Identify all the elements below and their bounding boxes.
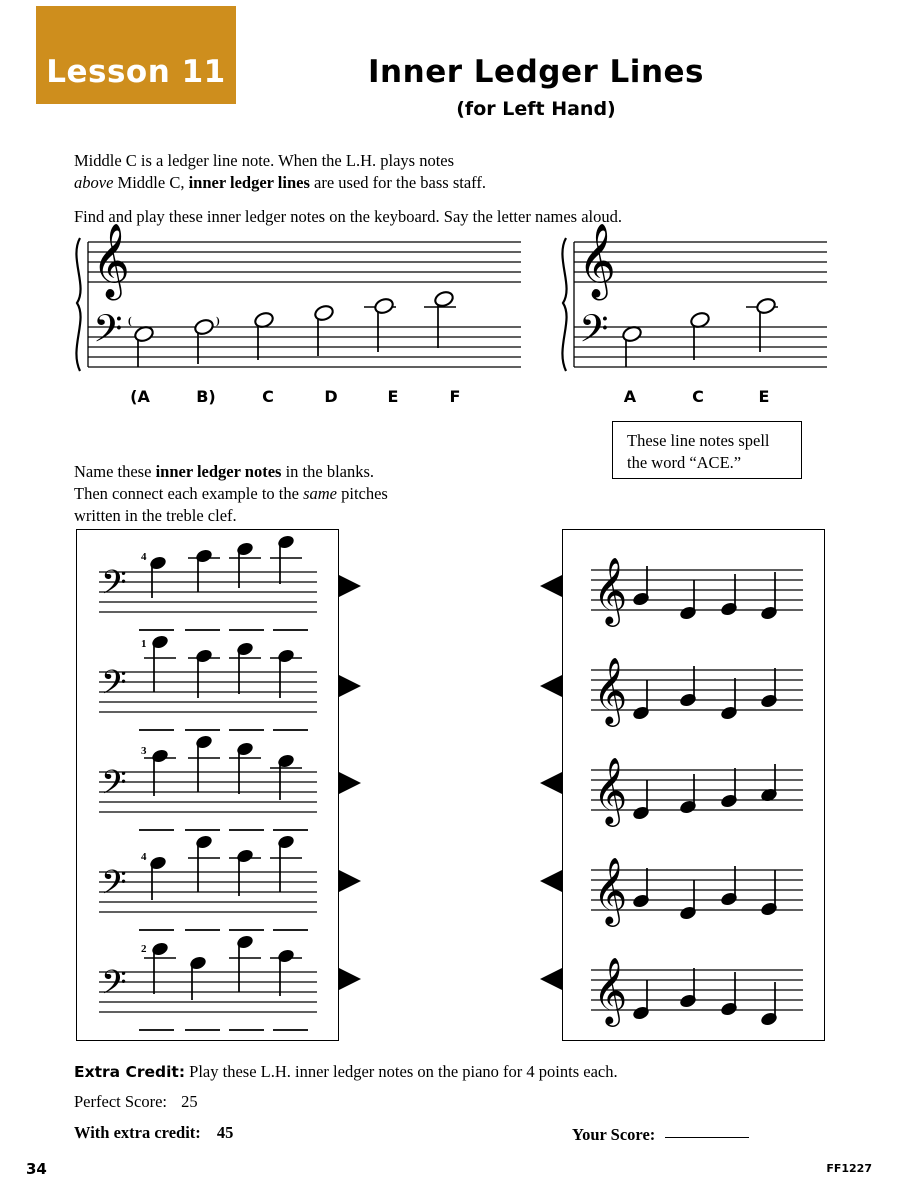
bass-clef-exercise-box (76, 529, 339, 1041)
lesson-banner (36, 6, 236, 104)
intro-text-line-1 (74, 150, 534, 172)
bass-exercise-row-2[interactable] (99, 634, 317, 730)
demo-grand-staff-right-notation (552, 224, 832, 377)
answer-note (759, 572, 778, 621)
match-arrow-left-5 (540, 968, 562, 990)
treble-clef-icon: 𝄞 (593, 756, 628, 824)
answer-note (759, 668, 778, 709)
exercise-note (188, 648, 220, 698)
treble-answer-notation (563, 530, 824, 1040)
staff-brace (562, 238, 566, 371)
treble-clef-icon: 𝄞 (593, 556, 628, 624)
demo-grand-staff-left-notation (66, 224, 526, 377)
name-line2-part2: pitches (336, 484, 388, 503)
demo-right-note-e (746, 297, 778, 352)
name-notes-instruction-line-3: written in the treble clef. (74, 506, 237, 525)
match-arrow-right-3 (339, 772, 361, 794)
bass-exercise-row-4[interactable] (99, 834, 317, 930)
exercise-note (229, 641, 261, 694)
exercise-note (229, 741, 261, 794)
bass-exercise-notation (77, 530, 338, 1040)
treble-answer-row-4[interactable] (591, 856, 803, 927)
name-notes-instruction-line-2 (74, 483, 474, 505)
bass-exercise-row-5[interactable] (99, 934, 317, 1030)
demo-note-c (253, 311, 274, 360)
exercise-note (188, 834, 220, 892)
exercise-note (188, 955, 207, 1000)
demo-grand-staff-right (552, 224, 832, 377)
exercise-note (270, 753, 302, 800)
your-score-label: Your Score: (572, 1125, 656, 1144)
demo-note-f (424, 290, 456, 348)
demo-left-label-3: D (324, 387, 338, 406)
with-extra-credit-row (74, 1123, 233, 1143)
demo-right-label-0: A (623, 387, 637, 406)
demo-right-label-2: E (758, 387, 770, 406)
exercise-note (144, 634, 176, 692)
match-arrow-right-4 (339, 870, 361, 892)
name-line1-part1: Name these (74, 462, 156, 481)
answer-note (759, 870, 778, 917)
extra-credit-label: Extra Credit: (74, 1063, 186, 1081)
demo-right-note-c (689, 311, 710, 360)
answer-note (719, 866, 738, 907)
inner-ledger-notes-term: inner ledger notes (155, 462, 282, 481)
exercise-note (229, 541, 261, 588)
exercise-note (144, 941, 176, 994)
demo-right-label-1: C (692, 387, 704, 406)
intro-above-word: above (74, 173, 114, 192)
fingering-number: 4 (141, 551, 147, 563)
demo-left-label-0: (A (130, 387, 150, 406)
demo-left-label-5: F (449, 387, 461, 406)
exercise-note (229, 934, 261, 992)
treble-clef-icon: 𝄞 (593, 656, 628, 724)
staff-brace (76, 238, 80, 371)
bass-clef-icon: 𝄢 (101, 564, 127, 610)
demo-note-e (364, 297, 396, 352)
perfect-score-value: 25 (181, 1092, 198, 1111)
bass-clef-icon: 𝄢 (101, 864, 127, 910)
answer-note (631, 566, 650, 607)
treble-clef-icon: 𝄞 (593, 856, 628, 924)
match-arrow-left-2 (540, 675, 562, 697)
treble-answer-row-1[interactable] (591, 556, 803, 627)
intro-line1-text: Middle C is a ledger line note. When the L.H. plays notes (74, 151, 455, 170)
answer-note (631, 680, 650, 721)
your-score-row (572, 1123, 749, 1145)
intro-line2-part2: are used for the bass staff. (309, 173, 486, 192)
answer-note (678, 968, 697, 1009)
exercise-note (270, 834, 302, 892)
exercise-note (270, 534, 302, 584)
answer-note (631, 980, 650, 1021)
match-arrow-left-4 (540, 870, 562, 892)
answer-note (719, 972, 738, 1017)
ace-callout-line-2: the word “ACE.” (627, 453, 742, 472)
match-arrow-left-1 (540, 575, 562, 597)
demo-right-note-a (621, 325, 642, 367)
fingering-number: 1 (141, 638, 147, 650)
answer-note (759, 982, 778, 1027)
treble-clef-icon: 𝄞 (578, 224, 616, 298)
exercise-note (270, 648, 302, 698)
exercise-note (188, 548, 220, 592)
treble-clef-icon: 𝄞 (92, 224, 130, 298)
catalog-code: FF1227 (826, 1162, 872, 1175)
demo-left-label-2: C (262, 387, 274, 406)
page-subtitle: (for Left Hand) (456, 98, 616, 120)
with-extra-credit-label: With extra credit: (74, 1123, 201, 1142)
match-arrow-right-5 (339, 968, 361, 990)
extra-credit-row (74, 1062, 618, 1082)
answer-note (678, 580, 697, 621)
fingering-number: 3 (141, 745, 147, 757)
bass-clef-icon: 𝄢 (101, 664, 127, 710)
answer-note (631, 780, 650, 821)
answer-note (719, 768, 738, 809)
bass-clef-icon: 𝄢 (579, 306, 609, 360)
demo-grand-staff-left (66, 224, 526, 377)
bass-clef-icon: 𝄢 (101, 964, 127, 1010)
answer-note (678, 666, 697, 708)
fingering-number: 2 (141, 943, 147, 955)
match-arrow-left-3 (540, 772, 562, 794)
treble-answer-row-2[interactable] (591, 656, 803, 727)
ace-callout-text (627, 430, 770, 474)
name-notes-instruction-line-1 (74, 461, 474, 483)
intro-line2-part1: Middle C, (113, 173, 189, 192)
demo-left-label-1: B) (196, 387, 216, 406)
name-line1-part2: in the blanks. (281, 462, 375, 481)
treble-clef-icon: 𝄞 (593, 956, 628, 1024)
match-arrow-right-2 (339, 675, 361, 697)
treble-answer-row-3[interactable] (591, 756, 803, 827)
bass-exercise-row-3[interactable] (99, 734, 317, 830)
perfect-score-label: Perfect Score: (74, 1092, 167, 1111)
page-number: 34 (26, 1160, 47, 1178)
bass-clef-icon: 𝄢 (101, 764, 127, 810)
find-and-play-instruction: Find and play these inner ledger notes on the keyboard. Say the letter names aloud. (74, 207, 623, 226)
lesson-number-label: Lesson 11 (46, 54, 226, 90)
demo-note-d (313, 304, 334, 356)
match-arrow-right-1 (339, 575, 361, 597)
bass-exercise-row-1[interactable] (99, 534, 317, 630)
your-score-input-blank[interactable] (665, 1123, 749, 1138)
intro-text-line-2 (74, 172, 544, 194)
fingering-number: 4 (141, 851, 147, 863)
same-word: same (303, 484, 337, 503)
svg-text:): ) (216, 315, 220, 327)
treble-clef-answer-box (562, 529, 825, 1041)
demo-left-label-4: E (387, 387, 399, 406)
exercise-note (188, 734, 220, 792)
intro-inner-ledger-lines-term: inner ledger lines (188, 173, 310, 192)
page-title: Inner Ledger Lines (368, 54, 704, 90)
perfect-score-row (74, 1092, 198, 1112)
treble-answer-row-5[interactable] (591, 956, 803, 1027)
demo-note-a (128, 315, 155, 367)
ace-callout-line-1: These line notes spell (627, 431, 770, 450)
bass-clef-icon: 𝄢 (93, 306, 123, 360)
exercise-note (148, 855, 167, 900)
name-line2-part1: Then connect each example to the (74, 484, 304, 503)
ace-callout-box (612, 421, 802, 479)
with-extra-credit-value: 45 (216, 1123, 234, 1142)
answer-note (678, 880, 697, 921)
extra-credit-text: Play these L.H. inner ledger notes on the piano for 4 points each. (189, 1062, 618, 1081)
svg-text:(: ( (128, 315, 132, 327)
answer-note (631, 868, 650, 909)
